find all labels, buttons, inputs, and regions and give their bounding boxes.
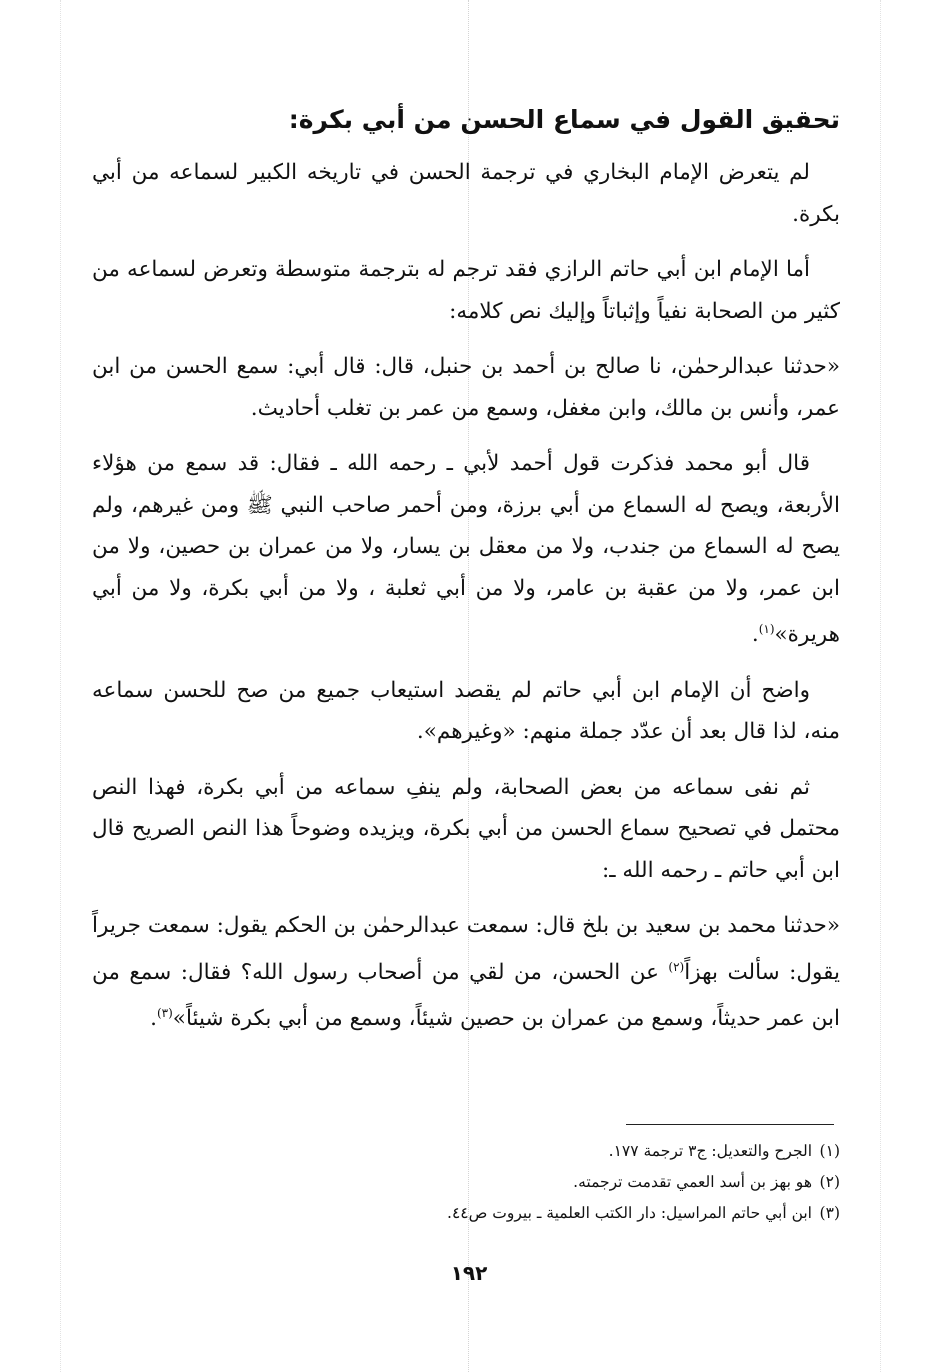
paragraph-3 (92, 443, 840, 656)
paragraph-text: واضح أن الإمام ابن أبي حاتم لم يقصد استيعاب جميع من صح للحسن سماعه منه، لذا قال بعد أن عدّد جملة منهم: «وغيرهم». (92, 677, 840, 745)
footnote-ref-2[interactable]: (٢) (668, 959, 685, 974)
sentence-end: . (751, 622, 759, 648)
paragraph-2 (92, 249, 840, 332)
footnote-3 (92, 1198, 840, 1229)
paragraph-1 (92, 152, 840, 235)
quotation-2 (92, 905, 840, 1040)
paragraph-text: أما الإمام ابن أبي حاتم الرازي فقد ترجم له بترجمة متوسطة وتعرض لسماعه من كثير من الصحابة نفياً وإثباتاً وإليك نص كلامه: (92, 257, 840, 324)
section-heading: تحقيق القول في سماع الحسن من أبي بكرة: (288, 105, 840, 134)
paragraph-text: لم يتعرض الإمام البخاري في ترجمة الحسن في تاريخه الكبير لسماعه من أبي بكرة. (92, 160, 840, 227)
footnote-1 (92, 1136, 840, 1167)
footnote-separator (626, 1124, 834, 1125)
left-margin-line (60, 0, 61, 1372)
page-body (92, 100, 840, 1054)
footnotes (92, 1136, 840, 1229)
footnote-ref-3[interactable]: (٣) (156, 1006, 173, 1021)
right-margin-line (880, 0, 881, 1372)
footnote-text: هو بهز بن أسد العمي تقدمت ترجمته. (573, 1173, 812, 1191)
footnote-number: (٢) (819, 1173, 840, 1191)
footnote-ref-1[interactable]: (١) (758, 622, 775, 636)
quote-text-part1: «حدثنا محمد بن سعيد بن بلخ قال: سمعت عبدالرحمٰن بن الحكم يقول: سمعت جريراً يقول: سألت بهزاً (92, 913, 840, 985)
quote-text-part2: عن الحسن، من لقي من أصحاب رسول الله؟ فقال: سمع من ابن عمر حديثاً، وسمع من عمران بن حصين شيئاً، وسمع من أبي بكرة شيئاً» (92, 959, 840, 1032)
paragraph-text: «حدثنا عبدالرحمٰن، نا صالح بن أحمد بن حنبل، قال: قال أبي: سمع الحسن من ابن عمر، وأنس بن مالك، وابن مغفل، وسمع من عمر بن تغلب أحاديث. (92, 354, 840, 421)
footnote-number: (١) (819, 1142, 840, 1160)
paragraph-4 (92, 670, 840, 753)
footnote-text: ابن أبي حاتم المراسيل: دار الكتب العلمية ـ بيروت ص٤٤. (447, 1204, 812, 1222)
footnote-text: الجرح والتعديل: ج٣ ترجمة ١٧٧. (608, 1142, 812, 1160)
quotation-1 (92, 346, 840, 429)
paragraph-5 (92, 767, 840, 892)
paragraph-text: قال أبو محمد فذكرت قول أحمد لأبي ـ رحمه الله ـ فقال: قد سمع من هؤلاء الأربعة، ويصح له السماع من أبي برزة، ومن أحمر صاحب النبي ﷺ ومن غيرهم، ولم يصح له السماع من جندب، ولا من معقل بن يسار، ولا من عمران بن حصين، ولا من ابن عمر، ولا من عقبة بن عامر، ولا من أبي ثعلبة ، ولا من أبي بكرة، ولا من أبي هريرة» (92, 451, 840, 648)
sentence-end: . (150, 1006, 157, 1032)
footnote-2 (92, 1167, 840, 1198)
footnote-number: (٣) (819, 1204, 840, 1222)
page-number: ١٩٢ (450, 1261, 488, 1285)
paragraph-text: ثم نفى سماعه من بعض الصحابة، ولم ينفِ سماعه من أبي بكرة، فهذا النص محتمل في تصحيح سماع الحسن من أبي بكرة، ويزيده وضوحاً هذا النص الصريح قال ابن أبي حاتم ـ رحمه الله ـ: (92, 774, 840, 883)
